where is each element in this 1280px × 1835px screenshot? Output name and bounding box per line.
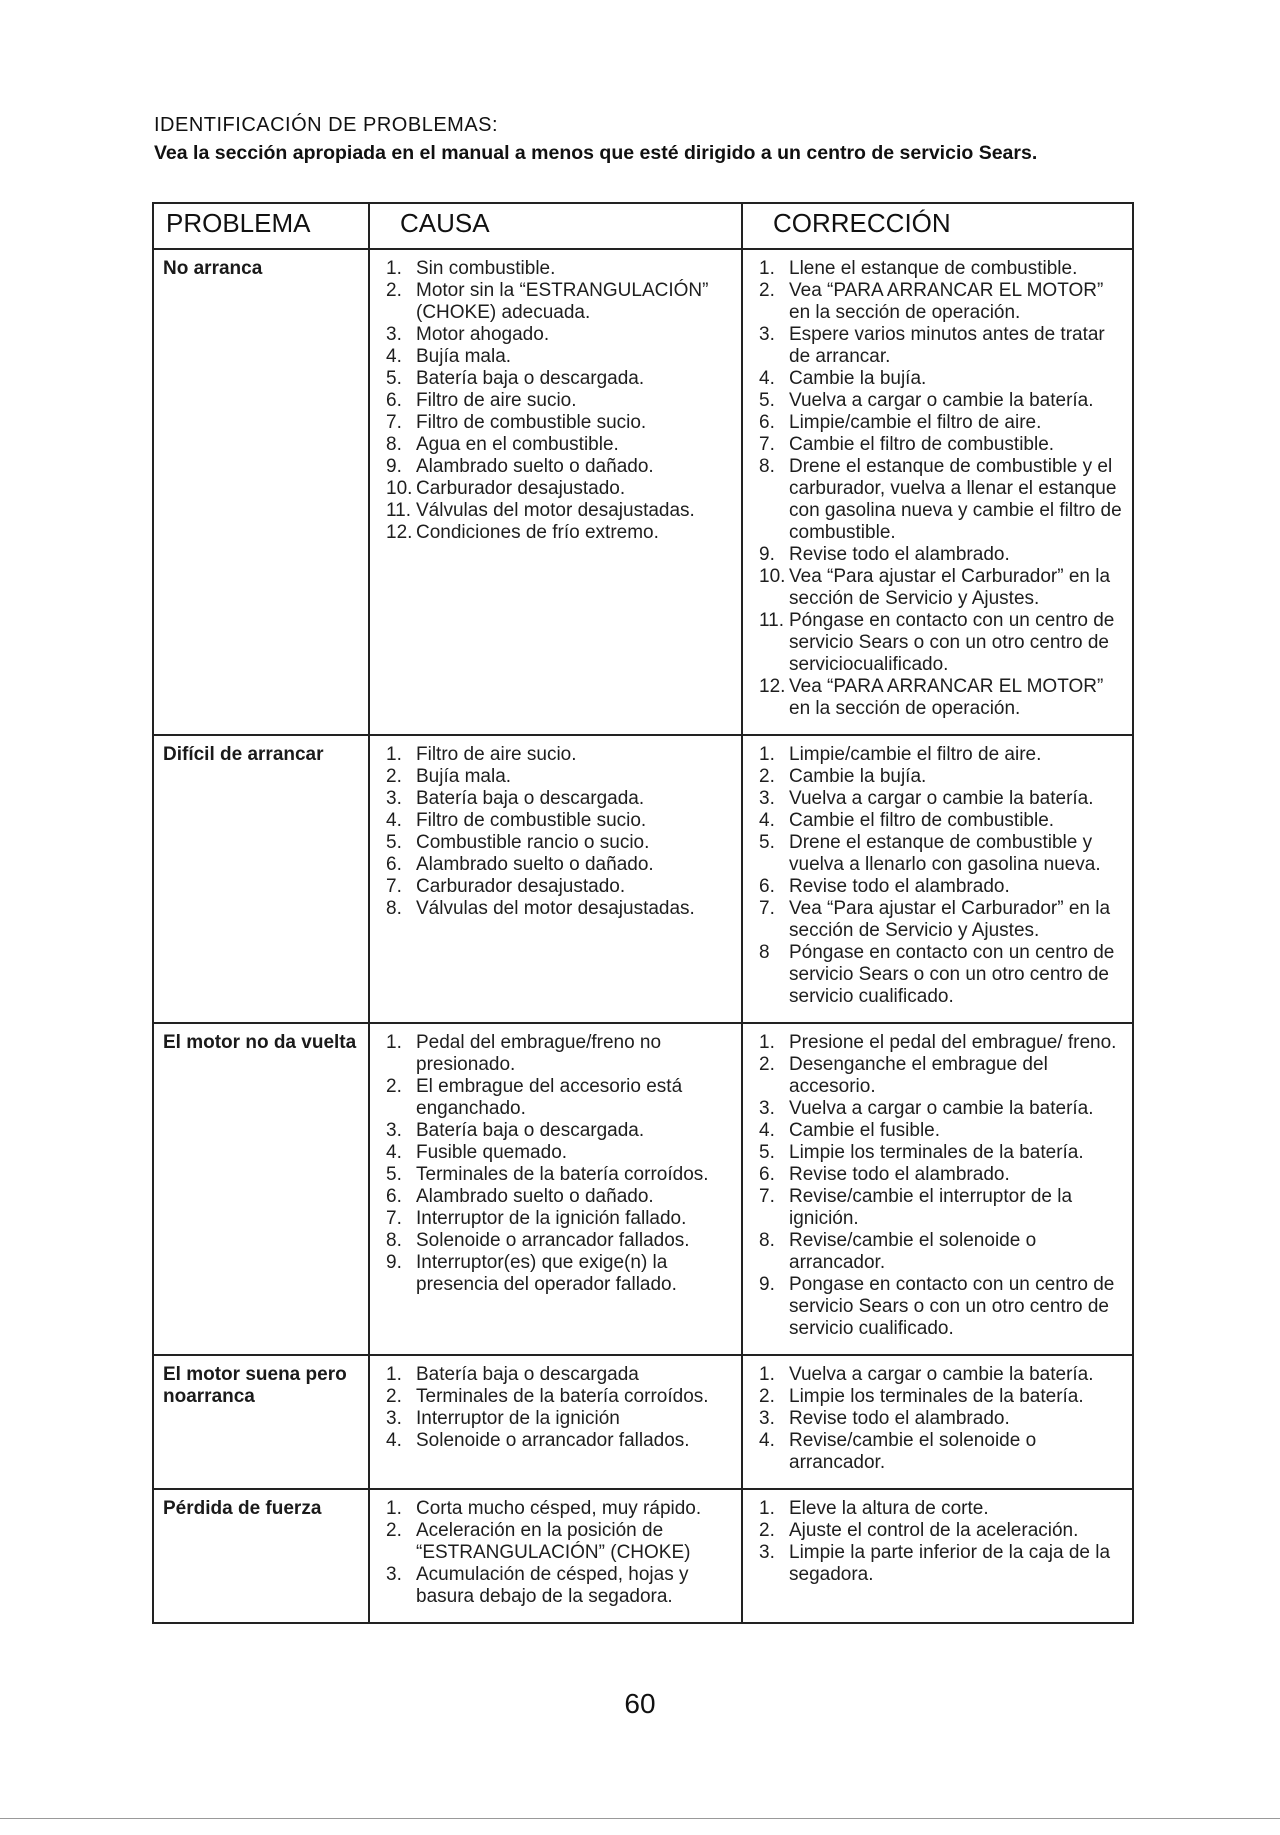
- item-number: 2.: [386, 1520, 402, 1541]
- item-text: Filtro de aire sucio.: [416, 390, 577, 411]
- item-text: Bujía mala.: [416, 766, 512, 787]
- cause-item: [378, 810, 735, 832]
- item-number: 6.: [759, 412, 775, 433]
- item-text: Interruptor de la ignición: [416, 1408, 620, 1429]
- section-subheading: Vea la sección apropiada en el manual a menos que esté dirigido a un centro de servicio Sears.: [154, 142, 1038, 164]
- item-text: Limpie los terminales de la batería.: [789, 1142, 1084, 1163]
- correction-item: [751, 1186, 1126, 1230]
- correction-item: [751, 456, 1126, 544]
- item-number: 7.: [386, 876, 402, 897]
- correction-item: [751, 898, 1126, 942]
- item-text: Revise todo el alambrado.: [789, 1408, 1010, 1429]
- item-number: 7.: [759, 434, 775, 455]
- item-number: 7.: [759, 1186, 775, 1207]
- cause-item: [378, 1032, 735, 1076]
- item-text: Vea “Para ajustar el Carburador” en la sección de Servicio y Ajustes.: [789, 566, 1111, 609]
- problem-cell: No arranca: [153, 249, 369, 735]
- item-text: Motor ahogado.: [416, 324, 550, 345]
- item-number: 5.: [759, 832, 775, 853]
- item-number: 6.: [759, 876, 775, 897]
- item-number: 9.: [759, 544, 775, 565]
- item-number: 2.: [386, 1386, 402, 1407]
- column-header-correction: CORRECCIÓN: [742, 203, 1133, 249]
- item-number: 3.: [759, 788, 775, 809]
- item-text: Limpie la parte inferior de la caja de la segadora.: [789, 1542, 1111, 1585]
- correction-item: [751, 258, 1126, 280]
- cause-list: [378, 744, 735, 920]
- cause-item: [378, 854, 735, 876]
- item-text: Corta mucho césped, muy rápido.: [416, 1498, 702, 1519]
- item-text: Alambrado suelto o dañado.: [416, 1186, 654, 1207]
- item-number: 6.: [386, 854, 402, 875]
- item-number: 8: [759, 942, 770, 963]
- item-text: Terminales de la batería corroídos.: [416, 1164, 709, 1185]
- item-text: Pongase en contacto con un centro de servicio Sears o con un otro centro de servicio cualificado.: [789, 1274, 1115, 1339]
- item-text: Revise todo el alambrado.: [789, 1164, 1010, 1185]
- item-number: 4.: [759, 368, 775, 389]
- cause-item: [378, 1142, 735, 1164]
- item-number: 4.: [386, 1430, 402, 1451]
- cause-item: [378, 1498, 735, 1520]
- item-number: 1.: [759, 1032, 775, 1053]
- item-text: Limpie/cambie el filtro de aire.: [789, 744, 1042, 765]
- correction-item: [751, 744, 1126, 766]
- item-number: 8.: [759, 1230, 775, 1251]
- problem-cell: Difícil de arrancar: [153, 735, 369, 1023]
- correction-item: [751, 1364, 1126, 1386]
- cause-item: [378, 324, 735, 346]
- correction-item: [751, 1054, 1126, 1098]
- item-number: 9.: [386, 456, 402, 477]
- item-number: 1.: [759, 744, 775, 765]
- item-text: Revise todo el alambrado.: [789, 876, 1010, 897]
- item-text: Batería baja o descargada.: [416, 1120, 645, 1141]
- correction-item: [751, 1498, 1126, 1520]
- cause-item: [378, 788, 735, 810]
- correction-item: [751, 1408, 1126, 1430]
- correction-list: [751, 1032, 1126, 1340]
- item-text: Póngase en contacto con un centro de servicio Sears o con un otro centro de serviciocualificado.: [789, 610, 1115, 675]
- item-number: 5.: [759, 1142, 775, 1163]
- item-number: 2.: [386, 1076, 402, 1097]
- table-row: [153, 249, 1133, 735]
- item-text: Agua en el combustible.: [416, 434, 619, 455]
- table-header: [153, 203, 1133, 249]
- cause-item: [378, 500, 735, 522]
- cause-item: [378, 1120, 735, 1142]
- item-number: 8.: [759, 456, 775, 477]
- correction-item: [751, 1142, 1126, 1164]
- correction-item: [751, 1274, 1126, 1340]
- cause-item: [378, 1230, 735, 1252]
- correction-list: [751, 1498, 1126, 1586]
- item-number: 2.: [759, 766, 775, 787]
- problem-cell: Pérdida de fuerza: [153, 1489, 369, 1623]
- correction-cell: [742, 249, 1133, 735]
- item-number: 3.: [386, 1408, 402, 1429]
- item-text: Vuelva a cargar o cambie la batería.: [789, 788, 1094, 809]
- item-text: Válvulas del motor desajustadas.: [416, 898, 695, 919]
- item-text: Vuelva a cargar o cambie la batería.: [789, 1364, 1094, 1385]
- item-text: Limpie/cambie el filtro de aire.: [789, 412, 1042, 433]
- item-number: 2.: [386, 766, 402, 787]
- table-row: [153, 1489, 1133, 1623]
- item-number: 5.: [386, 1164, 402, 1185]
- cause-item: [378, 898, 735, 920]
- correction-item: [751, 810, 1126, 832]
- item-number: 5.: [759, 390, 775, 411]
- bottom-rule: [0, 1818, 1280, 1819]
- correction-item: [751, 1542, 1126, 1586]
- item-text: Vuelva a cargar o cambie la batería.: [789, 390, 1094, 411]
- cause-item: [378, 280, 735, 324]
- cause-item: [378, 456, 735, 478]
- item-text: Eleve la altura de corte.: [789, 1498, 989, 1519]
- correction-cell: [742, 1355, 1133, 1489]
- item-text: Sin combustible.: [416, 258, 556, 279]
- item-text: Condiciones de frío extremo.: [416, 522, 659, 543]
- item-number: 6.: [759, 1164, 775, 1185]
- item-text: Revise/cambie el interruptor de la ignición.: [789, 1186, 1073, 1229]
- item-number: 2.: [759, 1520, 775, 1541]
- item-number: 1.: [386, 258, 402, 279]
- page-number: 60: [624, 1688, 656, 1719]
- item-text: Válvulas del motor desajustadas.: [416, 500, 695, 521]
- correction-item: [751, 324, 1126, 368]
- item-number: 2.: [386, 280, 402, 301]
- item-text: Vuelva a cargar o cambie la batería.: [789, 1098, 1094, 1119]
- correction-item: [751, 676, 1126, 720]
- correction-list: [751, 744, 1126, 1008]
- item-text: Motor sin la “ESTRANGULACIÓN” (CHOKE) adecuada.: [416, 280, 709, 323]
- correction-item: [751, 788, 1126, 810]
- correction-item: [751, 280, 1126, 324]
- cause-item: [378, 1520, 735, 1564]
- item-text: Vea “PARA ARRANCAR EL MOTOR” en la sección de operación.: [789, 280, 1104, 323]
- item-text: Acumulación de césped, hojas y basura debajo de la segadora.: [416, 1564, 689, 1607]
- correction-item: [751, 566, 1126, 610]
- correction-item: [751, 544, 1126, 566]
- item-text: Desenganche el embrague del accesorio.: [789, 1054, 1048, 1097]
- item-text: Pedal del embrague/freno no presionado.: [416, 1032, 662, 1075]
- table-row: [153, 735, 1133, 1023]
- item-text: Limpie los terminales de la batería.: [789, 1386, 1084, 1407]
- cause-item: [378, 766, 735, 788]
- correction-item: [751, 1230, 1126, 1274]
- correction-item: [751, 412, 1126, 434]
- item-text: Filtro de aire sucio.: [416, 744, 577, 765]
- cause-item: [378, 1564, 735, 1608]
- item-text: Solenoide o arrancador fallados.: [416, 1230, 690, 1251]
- correction-list: [751, 258, 1126, 720]
- correction-item: [751, 832, 1126, 876]
- item-number: 3.: [386, 1564, 402, 1585]
- item-text: Aceleración en la posición de “ESTRANGULACIÓN” (CHOKE): [416, 1520, 691, 1563]
- table-row: [153, 1023, 1133, 1355]
- item-text: Revise/cambie el solenoide o arrancador.: [789, 1230, 1037, 1273]
- item-text: Drene el estanque de combustible y vuelva a llenarlo con gasolina nueva.: [789, 832, 1101, 875]
- cause-item: [378, 832, 735, 854]
- item-number: 7.: [759, 898, 775, 919]
- correction-list: [751, 1364, 1126, 1474]
- column-header-problem: PROBLEMA: [153, 203, 369, 249]
- cause-cell: [369, 1355, 742, 1489]
- item-text: Cambie la bujía.: [789, 368, 927, 389]
- item-number: 2.: [759, 1386, 775, 1407]
- item-text: Cambie el filtro de combustible.: [789, 810, 1055, 831]
- item-number: 5.: [386, 368, 402, 389]
- cause-item: [378, 346, 735, 368]
- item-text: Cambie la bujía.: [789, 766, 927, 787]
- cause-item: [378, 744, 735, 766]
- item-number: 2.: [759, 1054, 775, 1075]
- item-number: 1.: [386, 744, 402, 765]
- correction-item: [751, 1430, 1126, 1474]
- item-text: Alambrado suelto o dañado.: [416, 854, 654, 875]
- item-text: Espere varios minutos antes de tratar de arrancar.: [789, 324, 1105, 367]
- item-number: 3.: [386, 788, 402, 809]
- table-body: [153, 249, 1133, 1623]
- item-number: 9.: [386, 1252, 402, 1273]
- correction-item: [751, 766, 1126, 788]
- item-number: 1.: [386, 1032, 402, 1053]
- item-number: 8.: [386, 898, 402, 919]
- item-text: Cambie el filtro de combustible.: [789, 434, 1055, 455]
- item-text: Vea “PARA ARRANCAR EL MOTOR” en la sección de operación.: [789, 676, 1104, 719]
- item-number: 6.: [386, 1186, 402, 1207]
- item-number: 12.: [386, 522, 413, 543]
- section-heading: IDENTIFICACIÓN DE PROBLEMAS:: [154, 114, 499, 136]
- item-number: 5.: [386, 832, 402, 853]
- item-number: 4.: [759, 1430, 775, 1451]
- item-number: 7.: [386, 412, 402, 433]
- item-text: Batería baja o descargada.: [416, 788, 645, 809]
- item-text: Carburador desajustado.: [416, 478, 626, 499]
- item-number: 7.: [386, 1208, 402, 1229]
- cause-list: [378, 1364, 735, 1452]
- correction-item: [751, 610, 1126, 676]
- cause-item: [378, 876, 735, 898]
- item-number: 6.: [386, 390, 402, 411]
- cause-item: [378, 478, 735, 500]
- item-number: 3.: [759, 1408, 775, 1429]
- item-text: Solenoide o arrancador fallados.: [416, 1430, 690, 1451]
- item-number: 4.: [386, 1142, 402, 1163]
- item-number: 8.: [386, 434, 402, 455]
- item-text: Filtro de combustible sucio.: [416, 412, 647, 433]
- column-header-cause: CAUSA: [369, 203, 742, 249]
- cause-item: [378, 1186, 735, 1208]
- correction-item: [751, 390, 1126, 412]
- cause-cell: [369, 1023, 742, 1355]
- correction-item: [751, 1164, 1126, 1186]
- item-text: Combustible rancio o sucio.: [416, 832, 650, 853]
- item-text: Fusible quemado.: [416, 1142, 568, 1163]
- item-number: 3.: [386, 324, 402, 345]
- cause-item: [378, 522, 735, 544]
- item-text: Vea “Para ajustar el Carburador” en la sección de Servicio y Ajustes.: [789, 898, 1111, 941]
- item-number: 1.: [386, 1498, 402, 1519]
- item-number: 10.: [386, 478, 413, 499]
- cause-item: [378, 1252, 735, 1296]
- item-number: 2.: [759, 280, 775, 301]
- item-text: Filtro de combustible sucio.: [416, 810, 647, 831]
- item-text: Batería baja o descargada: [416, 1364, 639, 1385]
- correction-item: [751, 1098, 1126, 1120]
- table-row: [153, 1355, 1133, 1489]
- correction-item: [751, 1120, 1126, 1142]
- correction-cell: [742, 1023, 1133, 1355]
- item-number: 3.: [759, 1542, 775, 1563]
- cause-list: [378, 1032, 735, 1296]
- correction-item: [751, 876, 1126, 898]
- item-text: Llene el estanque de combustible.: [789, 258, 1078, 279]
- cause-list: [378, 1498, 735, 1608]
- item-number: 11.: [759, 610, 785, 631]
- item-text: Terminales de la batería corroídos.: [416, 1386, 709, 1407]
- item-number: 1.: [759, 1364, 775, 1385]
- item-number: 10.: [759, 566, 786, 587]
- item-text: Batería baja o descargada.: [416, 368, 645, 389]
- item-number: 9.: [759, 1274, 775, 1295]
- cause-item: [378, 1208, 735, 1230]
- item-text: Revise/cambie el solenoide o arrancador.: [789, 1430, 1037, 1473]
- item-number: 12.: [759, 676, 786, 697]
- problem-cell: El motor suena pero noarranca: [153, 1355, 369, 1489]
- cause-item: [378, 434, 735, 456]
- correction-item: [751, 368, 1126, 390]
- cause-list: [378, 258, 735, 544]
- item-number: 4.: [759, 1120, 775, 1141]
- correction-cell: [742, 735, 1133, 1023]
- item-number: 3.: [386, 1120, 402, 1141]
- correction-item: [751, 1520, 1126, 1542]
- correction-item: [751, 434, 1126, 456]
- item-text: Ajuste el control de la aceleración.: [789, 1520, 1079, 1541]
- item-number: 11.: [386, 500, 412, 521]
- cause-item: [378, 1408, 735, 1430]
- cause-item: [378, 368, 735, 390]
- item-text: Interruptor(es) que exige(n) la presencia del operador fallado.: [416, 1252, 677, 1295]
- item-text: Carburador desajustado.: [416, 876, 626, 897]
- problem-cell: El motor no da vuelta: [153, 1023, 369, 1355]
- cause-cell: [369, 249, 742, 735]
- item-text: Interruptor de la ignición fallado.: [416, 1208, 687, 1229]
- item-text: Cambie el fusible.: [789, 1120, 941, 1141]
- cause-item: [378, 1386, 735, 1408]
- correction-item: [751, 1032, 1126, 1054]
- cause-item: [378, 390, 735, 412]
- item-text: Drene el estanque de combustible y el carburador, vuelva a llenar el estanque con gasolina nueva y cambie el filtro de combustible.: [789, 456, 1122, 543]
- cause-cell: [369, 1489, 742, 1623]
- item-number: 4.: [386, 346, 402, 367]
- cause-cell: [369, 735, 742, 1023]
- troubleshooting-table: [152, 202, 1134, 1624]
- cause-item: [378, 258, 735, 280]
- item-text: Presione el pedal del embrague/ freno.: [789, 1032, 1117, 1053]
- item-number: 4.: [386, 810, 402, 831]
- correction-item: [751, 942, 1126, 1008]
- item-text: Póngase en contacto con un centro de servicio Sears o con un otro centro de servicio cualificado.: [789, 942, 1115, 1007]
- item-text: El embrague del accesorio está enganchado.: [416, 1076, 683, 1119]
- cause-item: [378, 1164, 735, 1186]
- item-number: 1.: [759, 258, 775, 279]
- item-number: 3.: [759, 324, 775, 345]
- cause-item: [378, 1364, 735, 1386]
- item-number: 8.: [386, 1230, 402, 1251]
- item-text: Alambrado suelto o dañado.: [416, 456, 654, 477]
- item-number: 1.: [386, 1364, 402, 1385]
- item-text: Bujía mala.: [416, 346, 512, 367]
- item-text: Revise todo el alambrado.: [789, 544, 1010, 565]
- cause-item: [378, 1430, 735, 1452]
- cause-item: [378, 412, 735, 434]
- item-number: 3.: [759, 1098, 775, 1119]
- item-number: 4.: [759, 810, 775, 831]
- item-number: 1.: [759, 1498, 775, 1519]
- correction-item: [751, 1386, 1126, 1408]
- correction-cell: [742, 1489, 1133, 1623]
- cause-item: [378, 1076, 735, 1120]
